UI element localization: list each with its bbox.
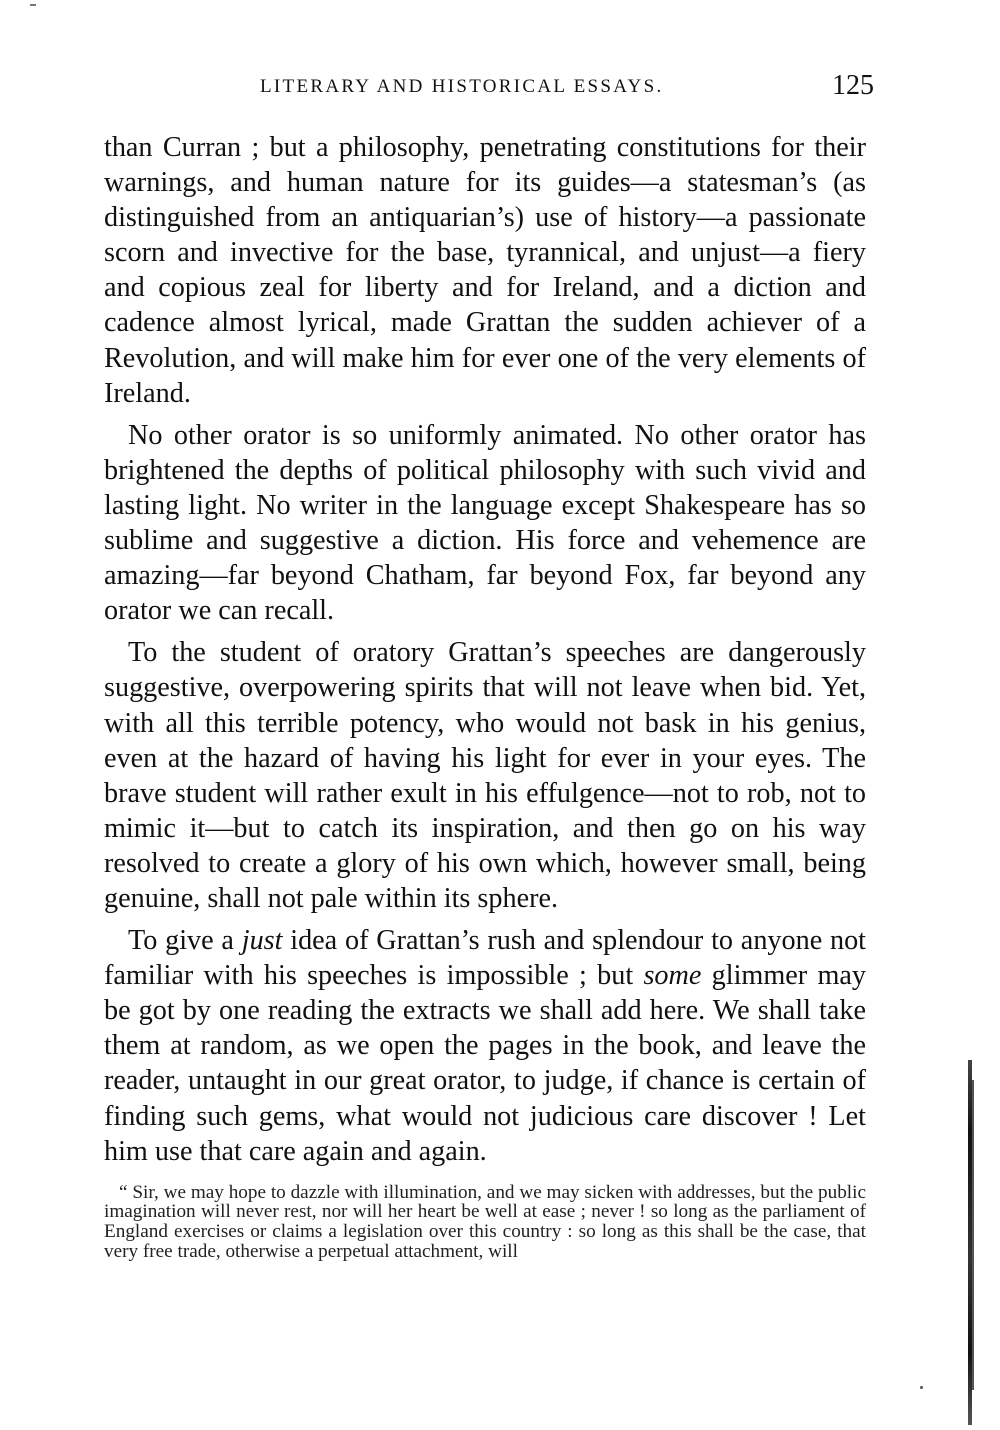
paragraph xyxy=(104,923,866,1169)
binding-edge-shadow xyxy=(972,1080,974,1390)
text-segment: To give a xyxy=(128,925,242,957)
paragraph xyxy=(104,130,866,411)
body-text xyxy=(104,130,866,1281)
page-number: 125 xyxy=(832,70,874,101)
text-segment: glimmer may be got by one reading the extracts we shall add here. We shall take them at random, as we open the pages in the book, and leave the reader, untaught in our great orator, to judge, if chance is certain of finding such gems, what would not judicious care discover ! Let him use that care again and again. xyxy=(104,960,866,1167)
scan-mark xyxy=(30,4,36,6)
text-segment: No other orator is so uniformly animated. No other orator has brightened the depths of political philosophy with such vivid and lasting light. No writer in the language except Shakespeare has so sublime and suggestive a diction. His force and vehemence are amazing—far beyond Chatham, far beyond Fox, far beyond any orator we can recall. xyxy=(104,419,866,627)
page-header xyxy=(104,70,874,108)
paragraph xyxy=(104,418,866,629)
text-segment: To the student of oratory Grattan’s speeches are dangerously suggestive, overpowering spirits that will not leave when bid. Yet, with all this terrible potency, who would not bask in his genius, even at the hazard of having his light for ever in your eyes. The brave student will rather exult in his effulgence—not to rob, not to mimic it—but to catch its inspiration, and then go on his way resolved to create a glory of his own which, however small, being genuine, shall not pale within its sphere. xyxy=(104,637,866,914)
italic-emphasis: some xyxy=(643,960,702,992)
running-head: LITERARY AND HISTORICAL ESSAYS. xyxy=(260,76,664,97)
text-segment: idea of Grattan’s rush and splendour to anyone not familiar with his speeches is impossible ; but xyxy=(104,925,866,992)
italic-emphasis: just xyxy=(241,925,283,957)
footnote: “ Sir, we may hope to dazzle with illumination, and we may sicken with addresses, but the public imagination will never rest, nor will her heart be well at ease ; never ! so long as the parliament of England exercises or claims a legislation over this country : so long as this shall be the case, that very free trade, otherwise a perpetual attachment, will xyxy=(104,1181,866,1262)
text-segment: than Curran ; but a philosophy, penetrating constitutions for their warnings, and human nature for its guides—a statesman’s (as distinguished from an antiquarian’s) use of history—a passionate scorn and invective for the base, tyrannical, and unjust—a fiery and copious zeal for liberty and for Ireland, and a diction and cadence almost lyrical, made Grattan the sudden achiever of a Revolution, and will make him for ever one of the very elements of Ireland. xyxy=(104,132,866,409)
paragraph xyxy=(104,635,866,916)
scan-speck xyxy=(920,1386,923,1389)
